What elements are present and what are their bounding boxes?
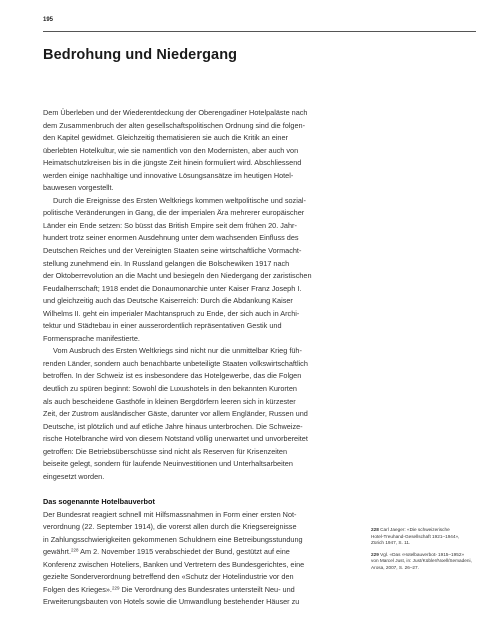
- intro-line: bauwesen vorgestellt.: [43, 183, 114, 193]
- footnote-number: 229: [371, 551, 379, 557]
- paragraph-line: deutlich zu spüren beginnt: Sowohl die Luxushotels in den bekannten Kurorten: [43, 384, 297, 394]
- paragraph-line: gezielte Sonderverordnung betreffend den «Schutz der Hotelindustrie vor den: [43, 572, 294, 582]
- footnote-line: [371, 527, 483, 534]
- paragraph-line: Deutsche, ist plötzlich und auf etliche Jahre hinaus unterbrochen. Die Schweize-: [43, 421, 303, 431]
- footnote-line: Hotel-Treuhand-Gesellschaft 1921–1944»,: [371, 533, 460, 539]
- footnote-line: Zürich 1947, S. 11.: [371, 540, 411, 546]
- paragraph-line: getroffen: Die Betriebsüberschüsse sind nicht als Reserven für Krisenzeiten: [43, 446, 288, 456]
- paragraph-line: Feudalherrschaft; 1918 endet die Donaumonarchie unter Kaiser Franz Joseph I.: [43, 283, 302, 293]
- paragraph-line: beiseite gelegt, sondern für laufende Neuinvestitionen und Unterhaltsarbeiten: [43, 459, 293, 469]
- paragraph-line: rische Hotelbranche wird von diesem Notstand völlig unerwartet und unvorbereitet: [43, 434, 308, 444]
- paragraph-line: stellung zunehmend ein. In Russland gelangen die Bolschewiken 1917 nach: [43, 258, 290, 268]
- intro-line: Heimatschutzkreisen bis in die jüngste Zeit hinein formuliert wird. Abschliessend: [43, 158, 302, 168]
- paragraph-line: in Zahlungsschwierigkeiten gekommenen Schuldnern eine Betreibungsstundung: [43, 534, 303, 544]
- footnote-line: [371, 552, 483, 559]
- intro-line: werden einige nachhaltige und innovative Lösungsansätze im heutigen Hotel-: [43, 170, 294, 180]
- footnotes: [371, 527, 483, 577]
- section-subheading: Das sogenannte Hotelbauverbot: [43, 496, 155, 506]
- section-gap: [43, 483, 348, 496]
- paragraph-line: hundert trotz seiner enormen Ausdehnung unter dem wachsenden Einfluss des: [43, 233, 299, 243]
- paragraph-line: [43, 584, 348, 597]
- paragraph-line: eingesetzt worden.: [43, 471, 105, 481]
- paragraph-line: tektur und Städtebau in einer ausserordentlich repräsentativen Gestik und: [43, 321, 282, 331]
- footnote-line: von Marcel Just, in: Just/Kübler/Noell/Semadeni,: [371, 558, 472, 564]
- paragraph-line: Länder ein Ende setzen: So büsst das British Empire seit dem frühen 20. Jahr-: [43, 220, 297, 230]
- footnote-line: Arosa, 2007, S. 26–27.: [371, 564, 419, 570]
- paragraph-line: Deutschen Reiches und der Vereinigten Staaten seine wirtschaftliche Vormacht-: [43, 246, 302, 256]
- page-number: 195: [43, 17, 54, 23]
- paragraph-line: renden Länder, sondern auch benachbarte unbeteiligte Staaten volkswirtschaftlich: [43, 358, 308, 368]
- intro-line: Dem Überleben und der Wiederentdeckung der Oberengadiner Hotelpaläste nach: [43, 108, 308, 117]
- paragraph-line: Wilhelms II. geht ein imperialer Machtanspruch zu Ende, der sich auch in Archi-: [43, 308, 300, 318]
- body-text: [43, 107, 348, 609]
- text-fragment: Die Verordnung des Bundesrates untersteilt Neu- und: [119, 584, 295, 594]
- intro-line: den Kapitel gewidmet. Gleichzeitig thematisieren sie auch die Kritik an einer: [43, 133, 288, 143]
- page-title: Bedrohung und Niedergang: [43, 47, 238, 63]
- text-fragment: Am 2. November 1915 verabschiedet der Bund, gestützt auf eine: [78, 547, 290, 557]
- text-fragment: gewährt.: [43, 547, 71, 557]
- paragraph-line: Formensprache manifestierte.: [43, 333, 140, 343]
- paragraph-line: und gleichzeitig auch das Deutsche Kaiserreich: Durch die Abdankung Kaiser: [43, 296, 293, 306]
- footnote-ref[interactable]: 228: [71, 547, 79, 553]
- paragraph-line: Erweiterungsbauten von Hotels sowie die Umwandlung bestehender Häuser zu: [43, 597, 300, 607]
- paragraph-line: politische Veränderungen in Gang, die der imperialen Ära mehrerer europäischer: [43, 208, 305, 218]
- header-rule: [43, 31, 476, 32]
- footnote: [371, 527, 483, 547]
- paragraph-line: betroffen. In der Schweiz ist es insbesondere das Hotelgewerbe, das die Folgen: [43, 371, 302, 381]
- paragraph-line: Durch die Ereignisse des Ersten Weltkriegs kommen weltpolitische und sozial-: [53, 195, 306, 205]
- paragraph-line: Der Bundesrat reagiert schnell mit Hilfsmassnahmen in Form einer ersten Not-: [43, 509, 297, 519]
- footnote-number: 228: [371, 527, 379, 532]
- footnote-text: Carl Jaeger: «Die schweizerische: [380, 527, 450, 532]
- footnote-text: Vgl. «Das ‹Hotelbauverbot› 1915–1952»: [380, 551, 465, 557]
- paragraph-line: der Oktoberrevolution an die Macht und besiegeln den Niedergang der zaristischen: [43, 271, 312, 281]
- footnote: [371, 552, 483, 572]
- paragraph-line: Konferenz zwischen Hoteliers, Banken und Vertretern des Bundesgerichtes, eine: [43, 559, 305, 569]
- paragraph-line: Zeit, der Zustrom ausländischer Gäste, darunter vor allem Engländer, Russen und: [43, 409, 308, 419]
- paragraph-line: verordnung (22. September 1914), die vorerst allen durch die Kriegsereignisse: [43, 522, 297, 532]
- paragraph-line: [43, 546, 348, 559]
- footnote-ref[interactable]: 229: [111, 585, 120, 591]
- intro-line: überlebten Hotelkultur, wie sie namentlich von den Modernisten, aber auch von: [43, 145, 299, 155]
- text-fragment: Folgen des Krieges».: [43, 584, 112, 594]
- paragraph-line: als auch bescheidene Gasthöfe in kleinen Bergdörfern leeren sich in kürzester: [43, 396, 296, 406]
- paragraph-line: Vom Ausbruch des Ersten Weltkriegs sind nicht nur die unmittelbar Krieg füh-: [53, 346, 302, 356]
- intro-line: dem Zusammenbruch der alten gesellschaftspolitischen Ordnung sind die folgen-: [43, 120, 306, 130]
